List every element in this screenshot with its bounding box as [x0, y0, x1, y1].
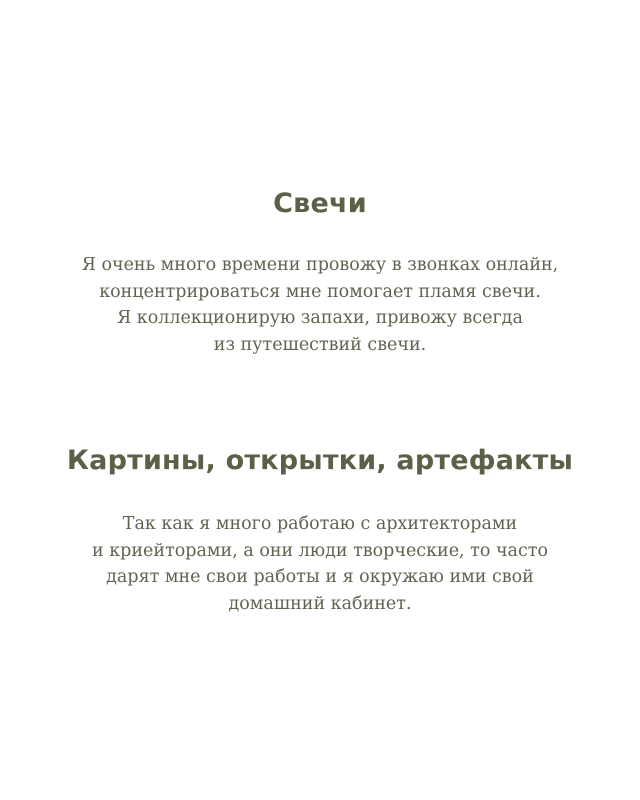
art-description — [0, 511, 640, 617]
text-line: и криейторами, а они люди творческие, то часто — [92, 540, 548, 561]
candles-description — [0, 252, 640, 358]
text-line: Я коллекционирую запахи, привожу всегда — [117, 308, 523, 328]
art-heading: Картины, открытки, артефакты — [66, 445, 574, 476]
candles-heading: Свечи — [273, 188, 367, 219]
art-section — [0, 441, 640, 617]
text-line: концентрироваться мне помогает пламя свечи. — [99, 281, 541, 302]
text-line: из путешествий свечи. — [213, 334, 427, 355]
text-line: Я очень много времени провожу в звонках онлайн, — [81, 255, 559, 275]
candles-section — [0, 184, 640, 358]
text-line: дарят мне свои работы и я окружаю ими свой — [106, 567, 534, 587]
text-line: Так как я много работаю с архитекторами — [122, 514, 518, 534]
text-line: домашний кабинет. — [228, 593, 412, 614]
